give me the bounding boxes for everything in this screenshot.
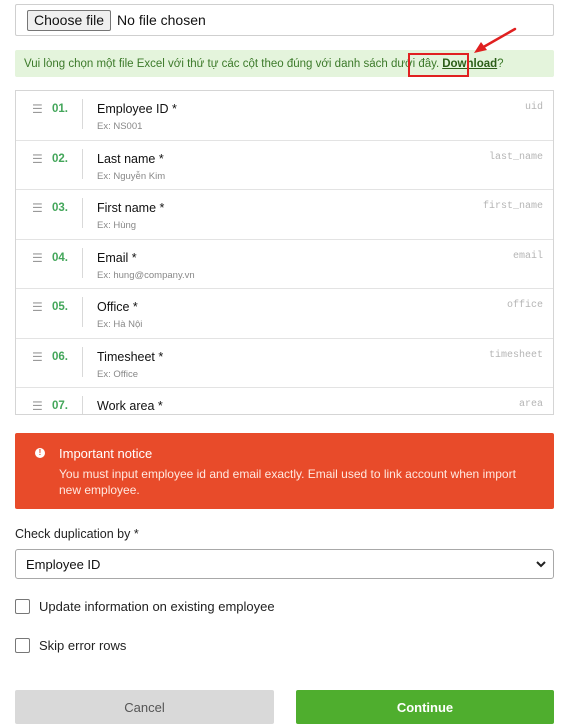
- drag-handle-icon[interactable]: ☰: [32, 151, 43, 166]
- drag-handle-icon[interactable]: ☰: [32, 250, 43, 265]
- column-list[interactable]: [15, 90, 554, 415]
- download-link[interactable]: Download: [442, 57, 498, 70]
- column-number: 05.: [52, 301, 68, 313]
- cancel-button[interactable]: Cancel: [15, 690, 274, 724]
- divider: [82, 198, 83, 228]
- column-row[interactable]: [16, 240, 553, 290]
- divider: [82, 347, 83, 377]
- column-key: uid: [524, 102, 543, 113]
- column-key: timesheet: [488, 349, 543, 361]
- column-example: Ex: Nguyễn Kim: [97, 170, 166, 182]
- column-number: 04.: [52, 251, 68, 264]
- chevron-down-icon: [535, 558, 547, 570]
- column-label: First name *: [97, 201, 165, 215]
- important-notice: [15, 433, 554, 509]
- hint-suffix: ?: [497, 57, 504, 70]
- drag-handle-icon[interactable]: ☰: [32, 300, 43, 314]
- skip-errors-label: Skip error rows: [39, 638, 127, 653]
- column-row[interactable]: [16, 289, 553, 339]
- divider: [82, 297, 83, 327]
- drag-handle-icon[interactable]: ☰: [32, 102, 43, 116]
- duplication-label: Check duplication by *: [15, 527, 139, 541]
- drag-handle-icon[interactable]: ☰: [32, 349, 43, 364]
- column-label: Office *: [97, 300, 138, 314]
- divider: [82, 248, 83, 278]
- duplication-select[interactable]: [15, 549, 554, 579]
- column-label: Work area *: [97, 399, 163, 413]
- column-key: area: [518, 399, 543, 410]
- column-row[interactable]: [16, 141, 553, 191]
- column-label: Timesheet *: [97, 349, 164, 364]
- drag-handle-icon[interactable]: ☰: [32, 399, 43, 413]
- skip-errors-option[interactable]: [15, 638, 126, 653]
- duplication-selected-value: Employee ID: [26, 556, 101, 572]
- column-example: Ex: Hà Nội: [97, 319, 143, 330]
- file-status: No file chosen: [117, 12, 206, 28]
- update-existing-label: Update information on existing employee: [39, 599, 275, 614]
- column-example: Ex: Hùng: [97, 220, 137, 231]
- column-label: Last name *: [97, 151, 164, 166]
- hint-text: Vui lòng chọn một file Excel với thứ tự các cột theo đúng với danh sách dưới đây.: [24, 57, 440, 70]
- column-number: 06.: [52, 350, 68, 363]
- column-example: Ex: NS001: [97, 121, 143, 132]
- column-label: Email *: [97, 250, 137, 265]
- skip-errors-checkbox[interactable]: [15, 638, 30, 653]
- red-arrow-annotation: [470, 26, 520, 56]
- column-number: 01.: [52, 103, 68, 115]
- column-example: Ex: Office: [97, 368, 139, 380]
- column-row[interactable]: [16, 190, 553, 240]
- column-row[interactable]: [16, 91, 553, 141]
- column-label: Employee ID *: [97, 102, 177, 116]
- update-existing-checkbox[interactable]: [15, 599, 30, 614]
- divider: [82, 99, 83, 129]
- column-number: 03.: [52, 202, 68, 214]
- notice-title: Important notice: [59, 446, 153, 461]
- notice-text: You must input employee id and email exactly. Email used to link account when import new employee.: [59, 467, 516, 497]
- column-key: office: [506, 300, 543, 311]
- divider: [82, 149, 83, 179]
- divider: [82, 396, 83, 415]
- column-row[interactable]: [16, 388, 553, 415]
- column-key: last_name: [488, 151, 543, 163]
- column-key: email: [512, 250, 543, 262]
- update-existing-option[interactable]: [15, 599, 275, 614]
- column-row[interactable]: [16, 339, 553, 389]
- continue-button[interactable]: Continue: [296, 690, 554, 724]
- column-number: 07.: [52, 400, 68, 412]
- choose-file-button[interactable]: Choose file: [27, 10, 111, 31]
- drag-handle-icon[interactable]: ☰: [32, 201, 43, 215]
- exclamation-icon: !: [35, 448, 45, 458]
- column-example: Ex: hung@company.vn: [97, 269, 195, 281]
- column-key: first_name: [482, 201, 543, 212]
- column-number: 02.: [52, 152, 68, 165]
- download-highlight-box: [408, 53, 469, 77]
